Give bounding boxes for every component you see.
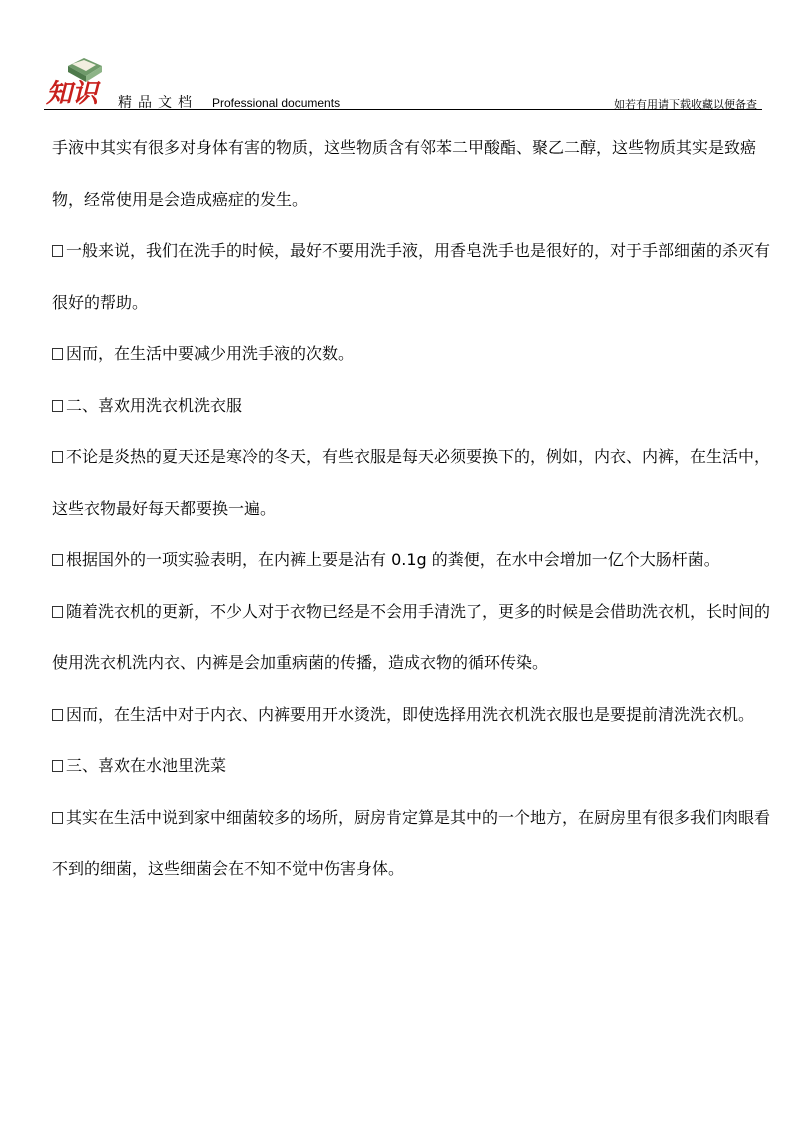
paragraph-text: 一般来说，我们在洗手的时候，最好不要用洗手液，用香皂洗手也是很好的，对于手部细菌的杀灭有很好的帮助。 — [52, 241, 771, 312]
header-title: 精品文档 — [118, 95, 198, 111]
bullet-box-icon — [52, 451, 63, 463]
heading-text: 二、喜欢用洗衣机洗衣服 — [66, 395, 243, 415]
document-body — [52, 122, 772, 895]
paragraph-text: 不论是炎热的夏天还是寒冷的冬天，有些衣服是每天必须要换下的，例如，内衣、内裤，在生活中，这些衣物最好每天都要换一遍。 — [52, 447, 771, 518]
paragraph-text: 其实在生活中说到家中细菌较多的场所，厨房肯定算是其中的一个地方，在厨房里有很多我们肉眼看不到的细菌，这些细菌会在不知不觉中伤害身体。 — [52, 807, 771, 878]
bullet-box-icon — [52, 760, 63, 772]
bullet-box-icon — [52, 400, 63, 412]
paragraph-text: 因而，在生活中要减少用洗手液的次数。 — [66, 344, 355, 363]
paragraph-text: 根据国外的一项实验表明，在内裤上要是沾有 0.1g 的粪便，在水中会增加一亿个大肠杆菌。 — [66, 550, 720, 569]
paragraph-text: 随着洗衣机的更新，不少人对于衣物已经是不会用手清洗了，更多的时候是会借助洗衣机，长时间的使用洗衣机洗内衣、内裤是会加重病菌的传播，造成衣物的循环传染。 — [52, 601, 771, 672]
paragraph — [52, 328, 772, 380]
paragraph-text: 因而，在生活中对于内衣、内裤要用开水烫洗，即使选择用洗衣机洗衣服也是要提前清洗洗衣机。 — [66, 704, 755, 724]
header-divider — [44, 109, 762, 110]
paragraph — [52, 431, 772, 534]
paragraph — [52, 534, 772, 586]
page-header — [0, 0, 794, 112]
section-heading — [52, 740, 772, 792]
paragraph — [52, 586, 772, 689]
svg-text:知识: 知识 — [46, 79, 99, 109]
bullet-box-icon — [52, 812, 63, 824]
bullet-box-icon — [52, 348, 63, 360]
header-note: 如若有用请下载收藏以便备查 — [614, 98, 757, 111]
bullet-box-icon — [52, 554, 63, 566]
logo-icon — [44, 52, 106, 110]
paragraph — [52, 225, 772, 328]
paragraph — [52, 689, 772, 741]
bullet-box-icon — [52, 606, 63, 618]
paragraph — [52, 792, 772, 895]
section-heading — [52, 380, 772, 432]
bullet-box-icon — [52, 709, 63, 721]
paragraph-text: 手液中其实有很多对身体有害的物质，这些物质含有邻苯二甲酸酯、聚乙二醇，这些物质其实是致癌物，经常使用是会造成癌症的发生。 — [52, 138, 757, 209]
heading-text: 三、喜欢在水池里洗菜 — [66, 756, 227, 775]
bullet-box-icon — [52, 245, 63, 257]
paragraph — [52, 122, 772, 225]
header-subtitle: Professional documents — [212, 96, 341, 110]
